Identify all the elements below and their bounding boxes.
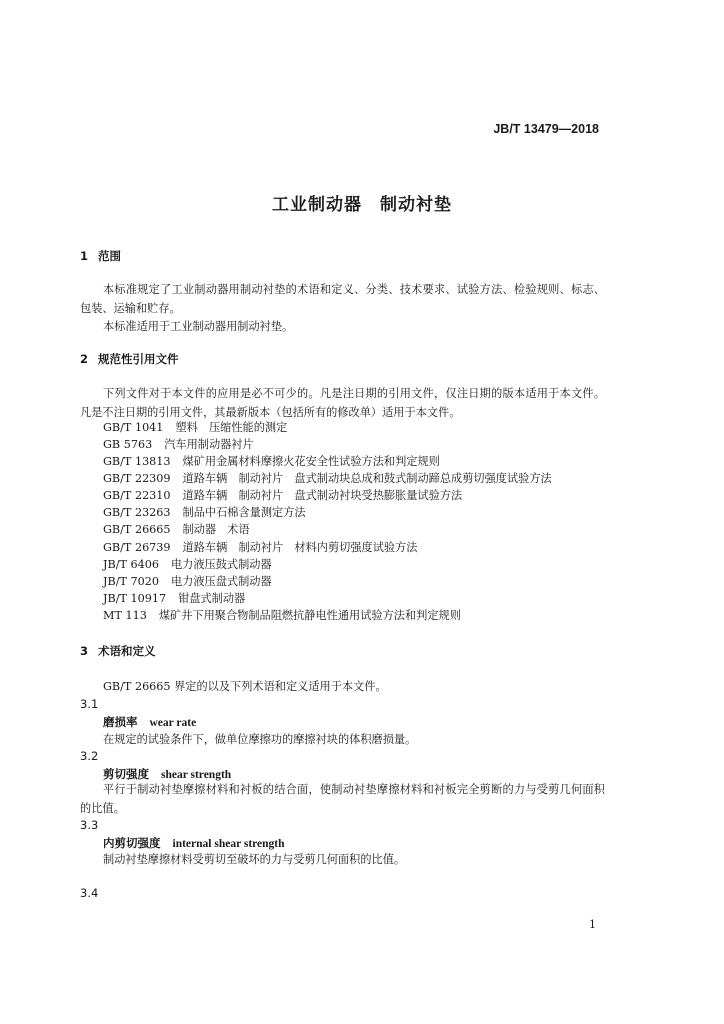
term-zh: 磨损率 bbox=[103, 715, 138, 729]
clause-number: 3.2 bbox=[80, 749, 99, 763]
page-number: 1 bbox=[589, 918, 596, 931]
reference-title: 塑料 压缩性能的测定 bbox=[175, 421, 288, 434]
reference-title: 煤矿用金属材料摩擦火花安全性试验方法和判定规则 bbox=[182, 455, 440, 468]
term-heading bbox=[103, 714, 196, 730]
reference-item bbox=[103, 539, 418, 555]
reference-item bbox=[103, 521, 250, 537]
paragraph: GB/T 26665 界定的以及下列术语和定义适用于本文件。 bbox=[103, 680, 387, 693]
term-zh: 剪切强度 bbox=[103, 767, 149, 781]
reference-item bbox=[103, 453, 440, 469]
reference-title: 汽车用制动器衬片 bbox=[164, 438, 254, 451]
reference-item bbox=[103, 504, 306, 520]
section-number: 2 bbox=[80, 352, 89, 366]
reference-title: 钳盘式制动器 bbox=[178, 592, 246, 605]
term-definition: 平行于制动衬垫摩擦材料和衬板的结合面，使制动衬垫摩擦材料和衬板完全剪断的力与受剪几何面积的比值。 bbox=[80, 783, 605, 815]
reference-code: JB/T 6406 bbox=[103, 558, 159, 571]
reference-title: 道路车辆 制动衬片 盘式制动衬块受热膨胀量试验方法 bbox=[182, 489, 463, 502]
clause-number: 3.1 bbox=[80, 697, 99, 711]
section-number: 1 bbox=[80, 249, 89, 263]
reference-item bbox=[103, 470, 552, 486]
term-zh: 内剪切强度 bbox=[103, 836, 161, 850]
reference-title: 电力液压盘式制动器 bbox=[170, 575, 272, 588]
section-title: 规范性引用文件 bbox=[98, 352, 179, 366]
section-1-heading bbox=[80, 248, 121, 264]
term-heading bbox=[103, 835, 285, 851]
standard-code: JB/T 13479—2018 bbox=[493, 122, 599, 136]
section-3-heading bbox=[80, 643, 156, 659]
term-en: shear strength bbox=[161, 769, 232, 781]
reference-code: GB/T 22309 bbox=[103, 472, 171, 485]
section-title: 术语和定义 bbox=[98, 644, 156, 658]
paragraph: 下列文件对于本文件的应用是必不可少的。凡是注日期的引用文件，仅注日期的版本适用于本文件。凡是不注日期的引用文件，其最新版本（包括所有的修改单）适用于本文件。 bbox=[80, 387, 605, 419]
reference-code: GB/T 13813 bbox=[103, 455, 171, 468]
section-2-heading bbox=[80, 351, 179, 367]
clause-number: 3.4 bbox=[80, 886, 99, 900]
reference-code: GB/T 26665 bbox=[103, 523, 171, 536]
reference-item bbox=[103, 419, 287, 435]
reference-title: 道路车辆 制动衬片 盘式制动块总成和鼓式制动蹄总成剪切强度试验方法 bbox=[182, 472, 552, 485]
reference-code: GB/T 1041 bbox=[103, 421, 164, 434]
reference-code: JB/T 10917 bbox=[103, 592, 167, 605]
reference-code: GB/T 22310 bbox=[103, 489, 171, 502]
paragraph: 本标准适用于工业制动器用制动衬垫。 bbox=[103, 320, 294, 333]
reference-item bbox=[103, 590, 245, 606]
reference-title: 煤矿井下用聚合物制品阻燃抗静电性通用试验方法和判定规则 bbox=[158, 609, 461, 622]
reference-code: GB/T 23263 bbox=[103, 506, 171, 519]
section-title: 范围 bbox=[98, 249, 121, 263]
reference-title: 制动器 术语 bbox=[182, 523, 250, 536]
reference-code: GB 5763 bbox=[103, 438, 153, 451]
reference-title: 电力液压鼓式制动器 bbox=[170, 558, 272, 571]
reference-item bbox=[103, 607, 461, 623]
reference-title: 道路车辆 制动衬片 材料内剪切强度试验方法 bbox=[182, 541, 418, 554]
reference-item bbox=[103, 487, 462, 503]
reference-item bbox=[103, 573, 272, 589]
term-en: wear rate bbox=[149, 717, 197, 729]
reference-title: 制品中石棉含量测定方法 bbox=[182, 506, 306, 519]
term-definition: 在规定的试验条件下，做单位摩擦功的摩擦衬块的体积磨损量。 bbox=[103, 733, 417, 746]
paragraph: 本标准规定了工业制动器用制动衬垫的术语和定义、分类、技术要求、试验方法、检验规则、标志、包装、运输和贮存。 bbox=[80, 283, 605, 315]
reference-code: GB/T 26739 bbox=[103, 541, 171, 554]
section-number: 3 bbox=[80, 644, 89, 658]
term-en: internal shear strength bbox=[172, 838, 285, 850]
clause-number: 3.3 bbox=[80, 818, 99, 832]
reference-code: JB/T 7020 bbox=[103, 575, 159, 588]
reference-item bbox=[103, 556, 272, 572]
document-title: 工业制动器 制动衬垫 bbox=[272, 195, 452, 215]
term-definition: 制动衬垫摩擦材料受剪切至破坏的力与受剪几何面积的比值。 bbox=[103, 853, 406, 866]
reference-item bbox=[103, 436, 254, 452]
reference-code: MT 113 bbox=[103, 609, 147, 622]
